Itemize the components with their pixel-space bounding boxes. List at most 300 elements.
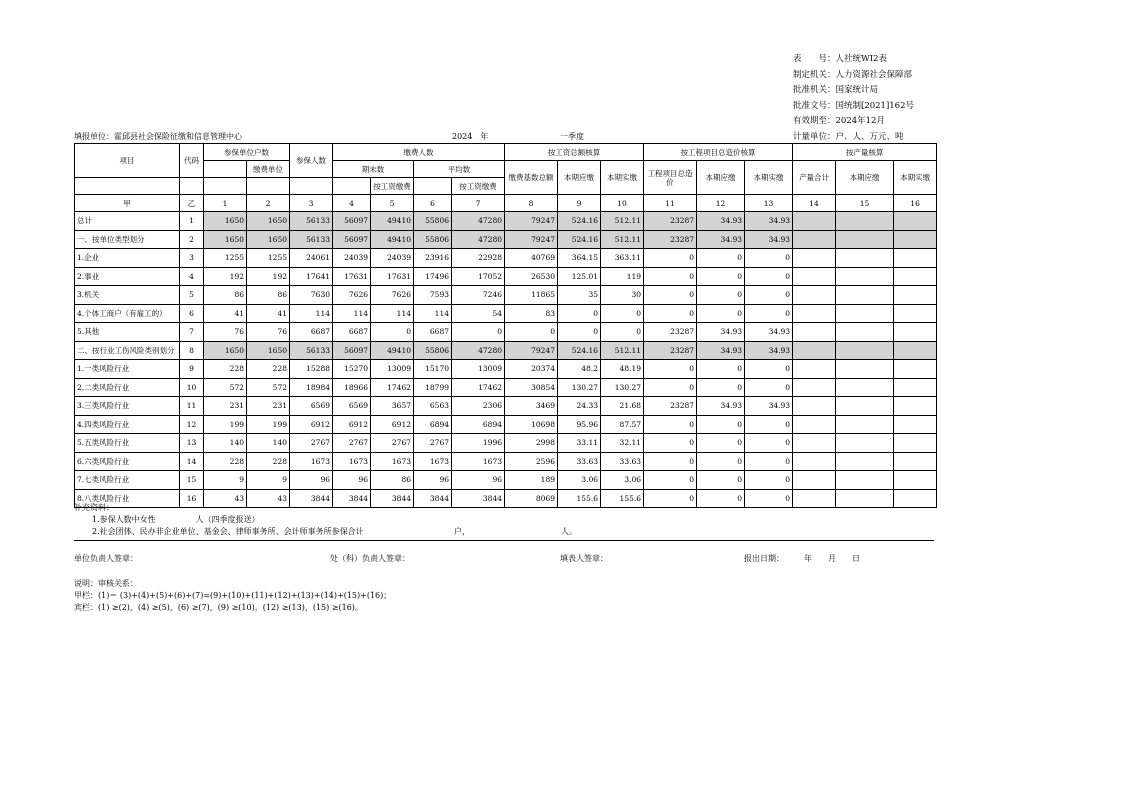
data-cell	[836, 249, 894, 268]
data-cell: 7246	[452, 286, 505, 305]
data-cell: 76	[247, 323, 290, 342]
data-cell: 1650	[247, 341, 290, 360]
data-cell: 43	[204, 489, 247, 508]
data-cell: 199	[247, 415, 290, 434]
data-cell: 56097	[333, 212, 371, 231]
data-cell	[836, 286, 894, 305]
header-blank	[333, 178, 371, 195]
data-cell: 0	[745, 489, 793, 508]
data-cell: 3844	[371, 489, 414, 508]
column-index: 甲	[75, 195, 180, 212]
table-row	[75, 341, 937, 360]
row-label: 6.六类风险行业	[75, 452, 180, 471]
data-cell: 79247	[505, 212, 558, 231]
data-cell: 2998	[505, 434, 558, 453]
table-body	[75, 195, 937, 508]
data-cell: 9	[247, 471, 290, 490]
data-cell: 572	[247, 378, 290, 397]
data-cell: 24.33	[558, 397, 601, 416]
data-cell: 1650	[247, 230, 290, 249]
data-cell	[836, 452, 894, 471]
data-cell: 0	[558, 304, 601, 323]
data-cell: 55806	[414, 212, 452, 231]
data-cell: 2767	[414, 434, 452, 453]
column-index: 3	[290, 195, 333, 212]
data-cell: 79247	[505, 341, 558, 360]
data-cell: 87.57	[601, 415, 644, 434]
data-cell	[836, 267, 894, 286]
data-cell: 15170	[414, 360, 452, 379]
data-cell: 23287	[644, 323, 697, 342]
data-cell: 6894	[414, 415, 452, 434]
data-cell: 1255	[204, 249, 247, 268]
header-paid-3: 本期实缴	[894, 161, 937, 195]
data-cell: 3844	[452, 489, 505, 508]
table-row	[75, 304, 937, 323]
data-cell: 17462	[371, 378, 414, 397]
data-cell	[793, 304, 836, 323]
row-label: 8.八类风险行业	[75, 489, 180, 508]
data-cell	[836, 230, 894, 249]
data-cell: 0	[558, 323, 601, 342]
data-cell: 125.01	[558, 267, 601, 286]
data-cell: 155.6	[558, 489, 601, 508]
supplement	[74, 502, 934, 541]
data-cell: 2767	[371, 434, 414, 453]
data-cell: 8069	[505, 489, 558, 508]
data-cell: 0	[697, 249, 745, 268]
data-cell: 23287	[644, 212, 697, 231]
column-index: 8	[505, 195, 558, 212]
data-cell: 56133	[290, 212, 333, 231]
data-cell: 0	[697, 471, 745, 490]
data-cell: 17641	[290, 267, 333, 286]
header-paid-1: 本期实缴	[601, 161, 644, 195]
header-blank	[180, 178, 204, 195]
data-cell: 17496	[414, 267, 452, 286]
data-cell: 140	[204, 434, 247, 453]
table-row	[75, 267, 937, 286]
data-cell: 96	[452, 471, 505, 490]
data-cell: 17631	[333, 267, 371, 286]
row-code: 14	[180, 452, 204, 471]
data-cell	[894, 434, 937, 453]
data-cell	[894, 323, 937, 342]
data-cell	[894, 471, 937, 490]
data-cell: 9	[204, 471, 247, 490]
data-cell: 155.6	[601, 489, 644, 508]
row-label: 4.个体工商户（有雇工的）	[75, 304, 180, 323]
table-row	[75, 471, 937, 490]
data-cell: 0	[745, 267, 793, 286]
column-index: 13	[745, 195, 793, 212]
data-cell	[894, 452, 937, 471]
data-cell: 34.93	[697, 230, 745, 249]
supplement-item-2-ren: 人。	[561, 527, 577, 536]
data-cell: 41	[247, 304, 290, 323]
row-code: 5	[180, 286, 204, 305]
data-cell: 79247	[505, 230, 558, 249]
data-cell: 231	[247, 397, 290, 416]
row-code: 16	[180, 489, 204, 508]
data-cell: 2767	[290, 434, 333, 453]
data-cell	[894, 415, 937, 434]
table-row	[75, 378, 937, 397]
data-cell: 0	[697, 452, 745, 471]
data-cell: 0	[697, 415, 745, 434]
form-approval-doc: 批准文号：国统制[2021]162号	[793, 100, 914, 111]
data-cell: 1650	[204, 212, 247, 231]
row-label: 5.其他	[75, 323, 180, 342]
table-row	[75, 323, 937, 342]
data-cell: 18984	[290, 378, 333, 397]
report-year: 2024 年	[452, 132, 489, 141]
column-index: 11	[644, 195, 697, 212]
data-cell: 2306	[452, 397, 505, 416]
supplement-item-2-text: 2.社会团体、民办非企业单位、基金会、律师事务所、会计师事务所参保合计	[92, 527, 364, 536]
header-item: 项目	[75, 144, 180, 178]
data-cell: 47280	[452, 230, 505, 249]
data-cell: 364.15	[558, 249, 601, 268]
header-due-2: 本期应缴	[697, 161, 745, 195]
data-cell: 1673	[290, 452, 333, 471]
data-cell	[793, 341, 836, 360]
column-index: 16	[894, 195, 937, 212]
data-cell: 54	[452, 304, 505, 323]
form-approver: 批准机关：国家统计局	[793, 85, 879, 95]
data-cell: 0	[644, 249, 697, 268]
data-cell: 0	[644, 489, 697, 508]
notes	[74, 578, 391, 614]
data-cell: 34.93	[697, 397, 745, 416]
data-cell: 512.11	[601, 341, 644, 360]
row-label: 3.三类风险行业	[75, 397, 180, 416]
data-cell: 13009	[371, 360, 414, 379]
data-cell: 34.93	[745, 323, 793, 342]
data-cell: 0	[644, 471, 697, 490]
data-cell: 22928	[452, 249, 505, 268]
notes-title: 说明：审核关系：	[74, 579, 138, 588]
data-cell	[793, 323, 836, 342]
table-row	[75, 415, 937, 434]
table-row	[75, 212, 937, 231]
data-cell: 35	[558, 286, 601, 305]
data-cell: 0	[644, 415, 697, 434]
column-index: 5	[371, 195, 414, 212]
data-cell	[793, 452, 836, 471]
row-code: 6	[180, 304, 204, 323]
data-cell: 47280	[452, 212, 505, 231]
data-cell: 0	[697, 489, 745, 508]
data-cell: 24039	[371, 249, 414, 268]
column-index: 6	[414, 195, 452, 212]
form-number: 表 号：人社统WI2表	[793, 54, 888, 64]
data-cell	[836, 304, 894, 323]
data-cell: 228	[247, 360, 290, 379]
data-cell: 6912	[290, 415, 333, 434]
data-cell: 24061	[290, 249, 333, 268]
form-authority: 制定机关：人力资源社会保障部	[793, 69, 913, 80]
data-cell	[793, 267, 836, 286]
data-cell	[894, 360, 937, 379]
data-cell: 114	[333, 304, 371, 323]
row-code: 1	[180, 212, 204, 231]
unit-head-signature: 单位负责人签章：	[74, 554, 138, 563]
report-date: 报出日期： 年 月 日	[744, 554, 860, 563]
header-period-end: 期末数	[333, 161, 414, 178]
header-average: 平均数	[414, 161, 505, 178]
header-blank	[247, 178, 290, 195]
data-cell: 1650	[247, 212, 290, 231]
data-cell: 34.93	[697, 341, 745, 360]
data-cell: 572	[204, 378, 247, 397]
data-cell: 114	[414, 304, 452, 323]
data-cell: 0	[644, 267, 697, 286]
header-wage-total: 按工资总额核算	[505, 144, 644, 161]
data-cell: 96	[414, 471, 452, 490]
data-cell: 0	[745, 304, 793, 323]
row-code: 7	[180, 323, 204, 342]
data-cell: 23916	[414, 249, 452, 268]
data-cell	[793, 360, 836, 379]
table-row	[75, 249, 937, 268]
data-cell: 30854	[505, 378, 558, 397]
data-cell: 0	[644, 286, 697, 305]
data-cell: 0	[644, 360, 697, 379]
supplement-item-2	[74, 526, 934, 538]
row-code: 13	[180, 434, 204, 453]
data-cell: 26530	[505, 267, 558, 286]
header-blank	[204, 178, 247, 195]
report-table	[74, 143, 937, 508]
data-cell: 0	[505, 323, 558, 342]
data-cell: 119	[601, 267, 644, 286]
data-cell	[793, 378, 836, 397]
data-cell: 49410	[371, 212, 414, 231]
row-label: 一、按单位类型划分	[75, 230, 180, 249]
data-cell: 15288	[290, 360, 333, 379]
data-cell	[894, 249, 937, 268]
data-cell: 7626	[333, 286, 371, 305]
data-cell: 130.27	[601, 378, 644, 397]
data-cell: 3657	[371, 397, 414, 416]
data-cell: 0	[745, 360, 793, 379]
data-cell: 83	[505, 304, 558, 323]
data-cell: 3.06	[558, 471, 601, 490]
data-cell: 17052	[452, 267, 505, 286]
data-cell: 55806	[414, 230, 452, 249]
data-cell: 1673	[371, 452, 414, 471]
data-cell: 231	[204, 397, 247, 416]
column-index: 15	[836, 195, 894, 212]
table-row	[75, 286, 937, 305]
data-cell: 95.96	[558, 415, 601, 434]
header-blank	[290, 178, 333, 195]
notes-b: 宾栏：(1) ≥(2)，(4) ≥(5)，(6) ≥(7)，(9) ≥(10)，(12) ≥(13)，(15) ≥(16)。	[74, 603, 363, 612]
data-cell: 7593	[414, 286, 452, 305]
data-cell: 55806	[414, 341, 452, 360]
data-cell: 17462	[452, 378, 505, 397]
data-cell: 512.11	[601, 230, 644, 249]
header-base-total: 缴费基数总额	[505, 161, 558, 195]
data-cell: 23287	[644, 397, 697, 416]
data-cell: 86	[371, 471, 414, 490]
dept-head-signature: 处（科）负责人签章：	[330, 554, 410, 563]
data-cell	[894, 267, 937, 286]
column-index: 14	[793, 195, 836, 212]
data-cell: 6912	[371, 415, 414, 434]
row-label: 总计	[75, 212, 180, 231]
data-cell: 76	[204, 323, 247, 342]
data-cell: 6569	[333, 397, 371, 416]
data-cell	[894, 341, 937, 360]
data-cell: 0	[697, 360, 745, 379]
data-cell	[836, 397, 894, 416]
data-cell: 34.93	[745, 341, 793, 360]
supplement-item-2-hu: 户，	[454, 527, 470, 536]
data-cell: 0	[745, 452, 793, 471]
data-cell: 0	[697, 267, 745, 286]
measurement-units: 计量单位：户、人、万元、吨	[793, 132, 904, 142]
data-cell: 7626	[371, 286, 414, 305]
header-due-3: 本期应缴	[836, 161, 894, 195]
data-cell: 34.93	[697, 323, 745, 342]
data-cell: 0	[697, 286, 745, 305]
data-cell	[894, 397, 937, 416]
header-project-total: 按工程项目总造价核算	[644, 144, 793, 161]
row-code: 11	[180, 397, 204, 416]
row-label: 3.机关	[75, 286, 180, 305]
data-cell	[793, 212, 836, 231]
data-cell: 48.2	[558, 360, 601, 379]
data-cell	[836, 415, 894, 434]
data-cell: 228	[247, 452, 290, 471]
data-cell	[894, 286, 937, 305]
data-cell: 1673	[414, 452, 452, 471]
column-index: 2	[247, 195, 290, 212]
data-cell	[894, 212, 937, 231]
data-cell: 40769	[505, 249, 558, 268]
data-cell: 0	[697, 434, 745, 453]
header-project-cost: 工程项目总造价	[644, 161, 697, 195]
data-cell: 0	[644, 378, 697, 397]
notes-a: 甲栏：(1)＝ (3)+(4)+(5)+(6)+(7)=(9)+(10)+(11)+(12)+(13)+(14)+(15)+(16)；	[74, 591, 392, 600]
data-cell: 0	[371, 323, 414, 342]
table-row	[75, 434, 937, 453]
data-cell: 3.06	[601, 471, 644, 490]
data-cell: 10698	[505, 415, 558, 434]
data-cell: 0	[745, 378, 793, 397]
row-code: 9	[180, 360, 204, 379]
data-cell	[836, 341, 894, 360]
data-cell: 15270	[333, 360, 371, 379]
data-cell: 192	[247, 267, 290, 286]
data-cell: 56097	[333, 341, 371, 360]
data-cell: 199	[204, 415, 247, 434]
data-cell: 3844	[290, 489, 333, 508]
data-cell: 0	[745, 249, 793, 268]
data-cell: 96	[290, 471, 333, 490]
data-cell: 1673	[452, 452, 505, 471]
row-code: 4	[180, 267, 204, 286]
data-cell: 0	[644, 304, 697, 323]
row-code: 8	[180, 341, 204, 360]
data-cell	[894, 304, 937, 323]
data-cell: 189	[505, 471, 558, 490]
data-cell: 33.11	[558, 434, 601, 453]
header-wage-based-1: 按工资缴费	[371, 178, 414, 195]
row-code: 3	[180, 249, 204, 268]
table-row	[75, 230, 937, 249]
data-cell	[793, 230, 836, 249]
data-cell	[836, 323, 894, 342]
data-cell: 0	[644, 452, 697, 471]
data-cell: 34.93	[697, 212, 745, 231]
data-cell: 114	[290, 304, 333, 323]
column-index: 乙	[180, 195, 204, 212]
data-cell: 3469	[505, 397, 558, 416]
column-index-row	[75, 195, 937, 212]
data-cell	[836, 360, 894, 379]
data-cell: 363.11	[601, 249, 644, 268]
data-cell: 47280	[452, 341, 505, 360]
row-label: 1.企业	[75, 249, 180, 268]
data-cell	[836, 434, 894, 453]
data-cell: 13009	[452, 360, 505, 379]
header-blank	[75, 178, 180, 195]
data-cell: 11865	[505, 286, 558, 305]
row-code: 12	[180, 415, 204, 434]
data-cell: 18966	[333, 378, 371, 397]
header-paying-units: 缴费单位	[247, 161, 290, 178]
data-cell: 86	[204, 286, 247, 305]
row-label: 二、按行业工伤风险类别划分	[75, 341, 180, 360]
data-cell	[793, 397, 836, 416]
data-cell: 86	[247, 286, 290, 305]
data-cell: 0	[452, 323, 505, 342]
data-cell: 6912	[333, 415, 371, 434]
row-label: 1.一类风险行业	[75, 360, 180, 379]
row-code: 10	[180, 378, 204, 397]
data-cell: 0	[601, 304, 644, 323]
data-cell: 0	[697, 378, 745, 397]
data-cell: 524.16	[558, 230, 601, 249]
row-label: 4.四类风险行业	[75, 415, 180, 434]
header-wage-based-2: 按工资缴费	[452, 178, 505, 195]
header-paying-people: 缴费人数	[333, 144, 505, 161]
data-cell: 49410	[371, 341, 414, 360]
header-code: 代码	[180, 144, 204, 178]
data-cell: 20374	[505, 360, 558, 379]
row-label: 7.七类风险行业	[75, 471, 180, 490]
data-cell: 43	[247, 489, 290, 508]
data-cell: 0	[745, 471, 793, 490]
column-index: 4	[333, 195, 371, 212]
data-cell: 2596	[505, 452, 558, 471]
data-cell: 0	[644, 434, 697, 453]
table-row	[75, 397, 937, 416]
filler-unit: 填报单位：霍邱县社会保险征缴和信息管理中心	[74, 132, 242, 141]
data-cell	[894, 378, 937, 397]
data-cell: 96	[333, 471, 371, 490]
header-output-sum: 产量合计	[793, 161, 836, 195]
data-cell: 512.11	[601, 212, 644, 231]
header-blank	[414, 178, 452, 195]
row-label: 5.五类风险行业	[75, 434, 180, 453]
data-cell: 228	[204, 360, 247, 379]
column-index: 7	[452, 195, 505, 212]
data-cell: 18799	[414, 378, 452, 397]
